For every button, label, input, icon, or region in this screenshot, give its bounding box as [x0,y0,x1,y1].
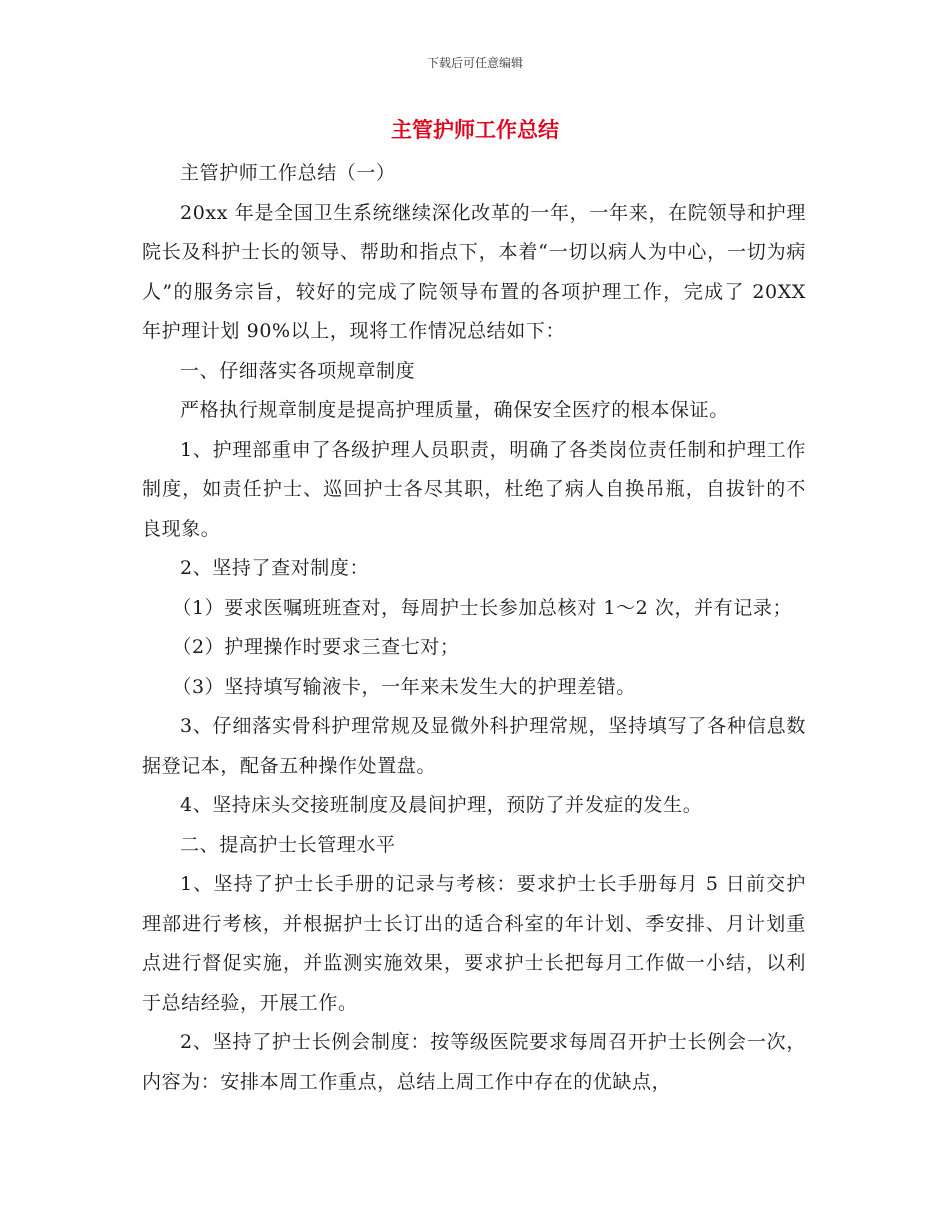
paragraph: 3、仔细落实骨科护理常规及显微外科护理常规，坚持填写了各种信息数据登记本，配备五种操作处置盘。 [142,715,806,777]
paragraph: 1、护理部重申了各级护理人员职责，明确了各类岗位责任制和护理工作制度，如责任护士、巡回护士各尽其职，杜绝了病人自换吊瓶，自拔针的不良现象。 [142,438,806,540]
section-heading-1: 一、仔细落实各项规章制度 [180,359,416,382]
paragraph-intro: 20xx 年是全国卫生系统继续深化改革的一年，一年来，在院领导和护理院长及科护士长的领导、帮助和指点下，本着“一切以病人为中心，一切为病人”的服务宗旨，较好的完成了院领导布置的各项护理工作，完成了 20XX 年护理计划 90%以上，现将工作情况总结如下： [142,201,806,342]
sub-item: （3）坚持填写输液卡，一年来未发生大的护理差错。 [172,675,636,698]
document-body [142,154,806,1102]
document-title: 主管护师工作总结 [391,118,559,142]
paragraph: 4、坚持床头交接班制度及晨间护理，预防了并发症的发生。 [180,794,703,816]
paragraph-subtitle: 主管护师工作总结（一） [180,162,396,184]
paragraph: 严格执行规章制度是提高护理质量，确保安全医疗的根本保证。 [180,399,729,421]
sub-item: （1）要求医嘱班班查对，每周护士长参加总核对 1～2 次，并有记录； [172,596,793,619]
paragraph: 1、坚持了护士长手册的记录与考核：要求护士长手册每月 5 日前交护理部进行考核，并根据护士长订出的适合科室的年计划、季安排、月计划重点进行督促实施，并监测实施效果，要求护士长把每月工作做一小结，以利于总结经验，开展工作。 [142,873,806,1014]
header-note: 下载后可任意编辑 [426,56,523,70]
section-heading-2: 二、提高护士长管理水平 [180,833,396,856]
sub-item: （2）护理操作时要求三查七对； [172,636,460,658]
paragraph: 2、坚持了护士长例会制度：按等级医院要求每周召开护士长例会一次，内容为：安排本周工作重点，总结上周工作中存在的优缺点， [142,1031,806,1093]
paragraph: 2、坚持了查对制度： [180,557,370,579]
